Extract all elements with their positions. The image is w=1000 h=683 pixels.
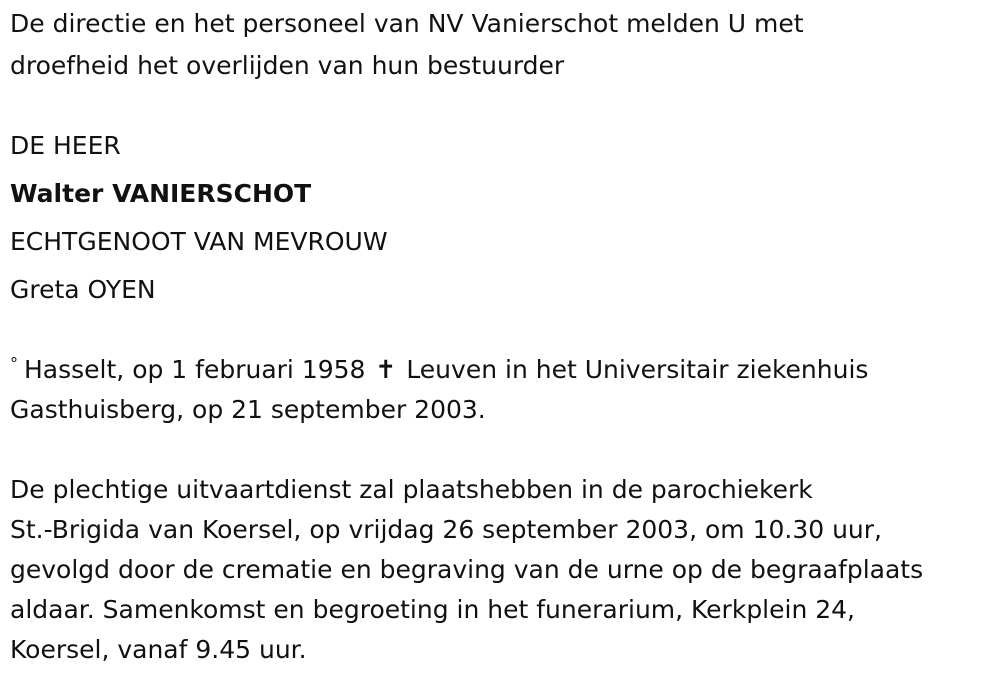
death-cross-icon: ✝: [375, 355, 397, 384]
spouse-name: Greta OYEN: [10, 275, 156, 304]
birth-text: Hasselt, op 1 februari 1958: [24, 355, 366, 384]
death-text: Leuven in het Universitair ziekenhuis: [406, 355, 869, 384]
ceremony-line-1: De plechtige uitvaartdienst zal plaatshebben in de parochiekerk: [10, 475, 813, 504]
deceased-name: Walter VANIERSCHOT: [10, 179, 312, 208]
intro-line-2: droefheid het overlijden van hun bestuurder: [10, 51, 565, 80]
spouse-label: ECHTGENOOT VAN MEVROUW: [10, 227, 388, 256]
dates-line-1: [10, 350, 868, 390]
dates-line-2: Gasthuisberg, op 21 september 2003.: [10, 395, 486, 424]
intro-line-1: De directie en het personeel van NV Vanierschot melden U met: [10, 9, 804, 38]
ceremony-line-3: gevolgd door de crematie en begraving van de urne op de begraafplaats: [10, 555, 924, 584]
ceremony-line-4: aldaar. Samenkomst en begroeting in het funerarium, Kerkplein 24,: [10, 595, 856, 624]
deceased-title: DE HEER: [10, 131, 121, 160]
ceremony-line-2: St.-Brigida van Koersel, op vrijdag 26 september 2003, om 10.30 uur,: [10, 515, 882, 544]
ceremony-line-5: Koersel, vanaf 9.45 uur.: [10, 635, 307, 664]
birth-symbol: °: [10, 354, 18, 373]
